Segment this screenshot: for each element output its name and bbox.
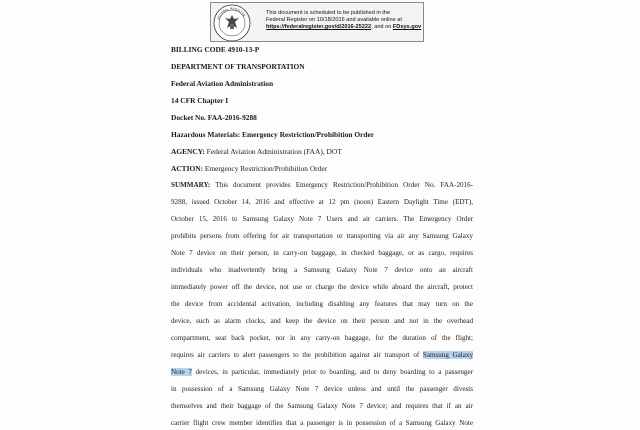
summary-text-before-highlight: requires air carriers to alert passengers to the prohibition against air transport of (171, 351, 423, 359)
selected-text-samsung-galaxy[interactable]: Samsung Galaxy (422, 351, 473, 359)
summary-line: prohibits persons from offering for air transportation or transporting via air any Samsung Galaxy (171, 232, 473, 240)
summary-text-after-highlight: devices, in particular, immediately prior to boarding, and to deny boarding to a passenger (191, 368, 473, 376)
summary-line: themselves and their baggage of the Samsung Galaxy Note 7 device; and requires that if an air (171, 402, 473, 410)
summary-line: in possession of a Samsung Galaxy Note 7 device unless and until the passenger divests (171, 385, 473, 393)
federal-register-seal-icon (213, 4, 251, 42)
cfr-chapter: 14 CFR Chapter I (171, 96, 229, 105)
federal-register-stamp (210, 2, 424, 42)
summary-line: Note 7 device on their person, in carry-on baggage, in checked baggage, or as cargo, requires (171, 249, 473, 257)
billing-code: BILLING CODE 4910-13-P (171, 45, 260, 54)
stamp-line-3-mid: , and on (371, 24, 393, 31)
action-row (171, 164, 327, 173)
summary-line: October 15, 2016 to Samsung Galaxy Note 7 Users and air carriers. The Emergency Order (171, 215, 473, 223)
docket-number: Docket No. FAA-2016-9288 (171, 113, 257, 122)
summary-line: immediately power off the device, not use or charge the device while aboard the aircraft, protect (171, 283, 473, 291)
summary-line: compartment, seat back pocket, nor in any carry-on baggage, for the duration of the flight; (171, 334, 473, 342)
summary-line-1-text: This document provides Emergency Restriction/Prohibition Order No. FAA-2016- (215, 181, 474, 189)
federal-register-link[interactable]: https://federalregister.gov/d/2016-25222 (266, 24, 372, 31)
stamp-line-3 (266, 24, 424, 31)
department-heading: DEPARTMENT OF TRANSPORTATION (171, 62, 305, 71)
summary-line: 9288, issued October 14, 2016 and effective at 12 pm (noon) Eastern Daylight Time (EDT), (171, 198, 473, 206)
agency-row (171, 147, 342, 156)
agency-value: Federal Aviation Administration (FAA), DOT (206, 147, 342, 156)
order-title: Hazardous Materials: Emergency Restriction/Prohibition Order (171, 130, 375, 139)
seal-text: FEDERAL REGISTER (216, 6, 247, 21)
action-value: Emergency Restriction/Prohibition Order (204, 164, 328, 173)
stamp-line-2: Federal Register on 10/18/2016 and available online at (266, 17, 402, 24)
action-label: ACTION: (171, 164, 204, 173)
agency-name: Federal Aviation Administration (171, 79, 274, 88)
summary-line-1 (171, 181, 473, 189)
selected-text-note-7[interactable]: Note 7 (171, 368, 192, 376)
stamp-text (266, 10, 424, 32)
summary-line-highlight-b (171, 368, 473, 376)
agency-label: AGENCY: (171, 147, 205, 156)
summary-line-highlight-a (171, 351, 473, 359)
fdsys-link[interactable]: FDsys.gov (392, 24, 422, 31)
stamp-line-1: This document is scheduled to be published in the (266, 10, 391, 16)
summary-label: SUMMARY: (171, 181, 211, 189)
summary-line: device, such as alarm clocks, and keep the device on their person and not in the overhead (171, 317, 473, 325)
summary-line: individuals who inadvertently bring a Samsung Galaxy Note 7 device onto an aircraft (171, 266, 473, 274)
summary-line: carrier flight crew member identifies that a passenger is in possession of a Samsung Galaxy Note (171, 419, 473, 427)
summary-line: the device from accidental activation, including disabling any features that may turn on the (171, 300, 473, 308)
